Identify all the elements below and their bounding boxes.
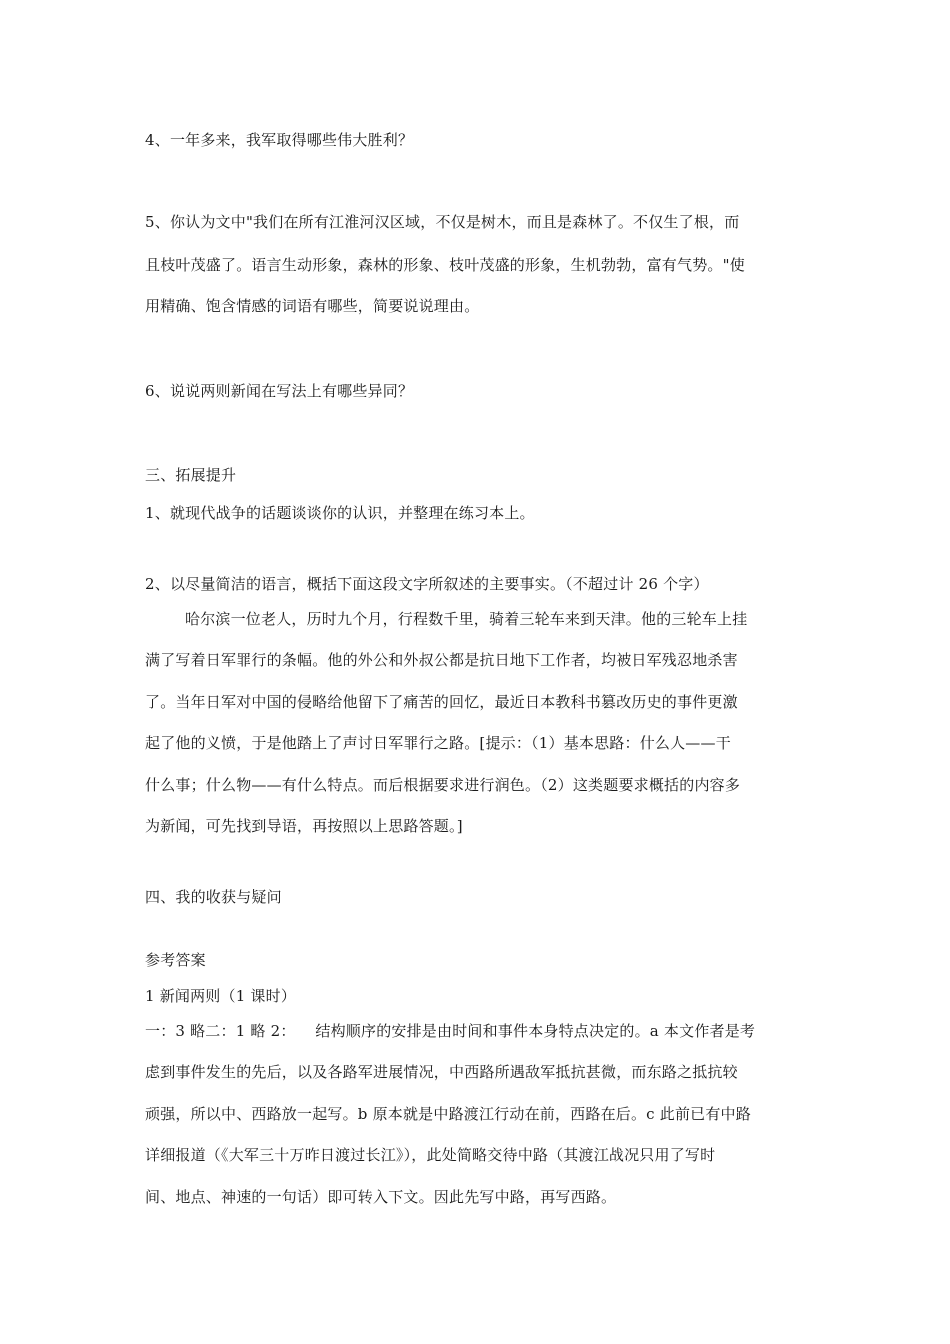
passage-line-2: 满了写着日军罪行的条幅。他的外公和外叔公都是抗日地下工作者，均被日军残忍地杀害 [145,651,738,669]
question-6: 6、说说两则新闻在写法上有哪些异同？ [145,382,414,400]
passage-line-4: 起了他的义愤，于是他踏上了声讨日军罪行之路。[提示：（1）基本思路：什么人——干 [145,734,731,752]
answers-lesson-title: 1 新闻两则（1 课时） [145,987,297,1005]
answers-heading: 参考答案 [145,951,206,969]
question-5-line-3: 用精确、饱含情感的词语有哪些，简要说说理由。 [145,297,480,315]
section-4-heading: 四、我的收获与疑问 [145,888,282,906]
passage-line-5: 什么事；什么物——有什么特点。而后根据要求进行润色。（2）这类题要求概括的内容多 [145,776,741,794]
answer-line-1: 一：3 略二：1 略 2： 结构顺序的安排是由时间和事件本身特点决定的。a 本文作者是考 [145,1022,756,1040]
section-3-heading: 三、拓展提升 [145,466,237,484]
passage-line-6: 为新闻，可先找到导语，再按照以上思路答题。] [145,817,463,835]
passage-line-3: 了。当年日军对中国的侵略给他留下了痛苦的回忆，最近日本教科书篡改历史的事件更激 [145,693,738,711]
answer-line-5: 间、地点、神速的一句话）即可转入下文。因此先写中路，再写西路。 [145,1188,617,1206]
answer-line-3: 顽强，所以中、西路放一起写。b 原本就是中路渡江行动在前，西路在后。c 此前已有中路 [145,1105,751,1123]
passage-line-1: 哈尔滨一位老人，历时九个月，行程数千里，骑着三轮车来到天津。他的三轮车上挂 [185,610,748,628]
question-4: 4、一年多来，我军取得哪些伟大胜利？ [145,131,414,149]
section-3-item-2: 2、以尽量简洁的语言，概括下面这段文字所叙述的主要事实。（不超过计 26 个字） [145,575,709,593]
answer-line-4: 详细报道（《大军三十万昨日渡过长江》），此处简略交待中路（其渡江战况只用了写时 [145,1146,716,1164]
section-3-item-1: 1、就现代战争的话题谈谈你的认识，并整理在练习本上。 [145,504,535,522]
question-5-line-2: 且枝叶茂盛了。语言生动形象，森林的形象、枝叶茂盛的形象，生机勃勃，富有气势。"使 [145,256,745,274]
answer-line-2: 虑到事件发生的先后，以及各路军进展情况，中西路所遇敌军抵抗甚微，而东路之抵抗较 [145,1063,738,1081]
question-5-line-1: 5、你认为文中"我们在所有江淮河汉区域，不仅是树木，而且是森林了。不仅生了根，而 [145,213,740,231]
